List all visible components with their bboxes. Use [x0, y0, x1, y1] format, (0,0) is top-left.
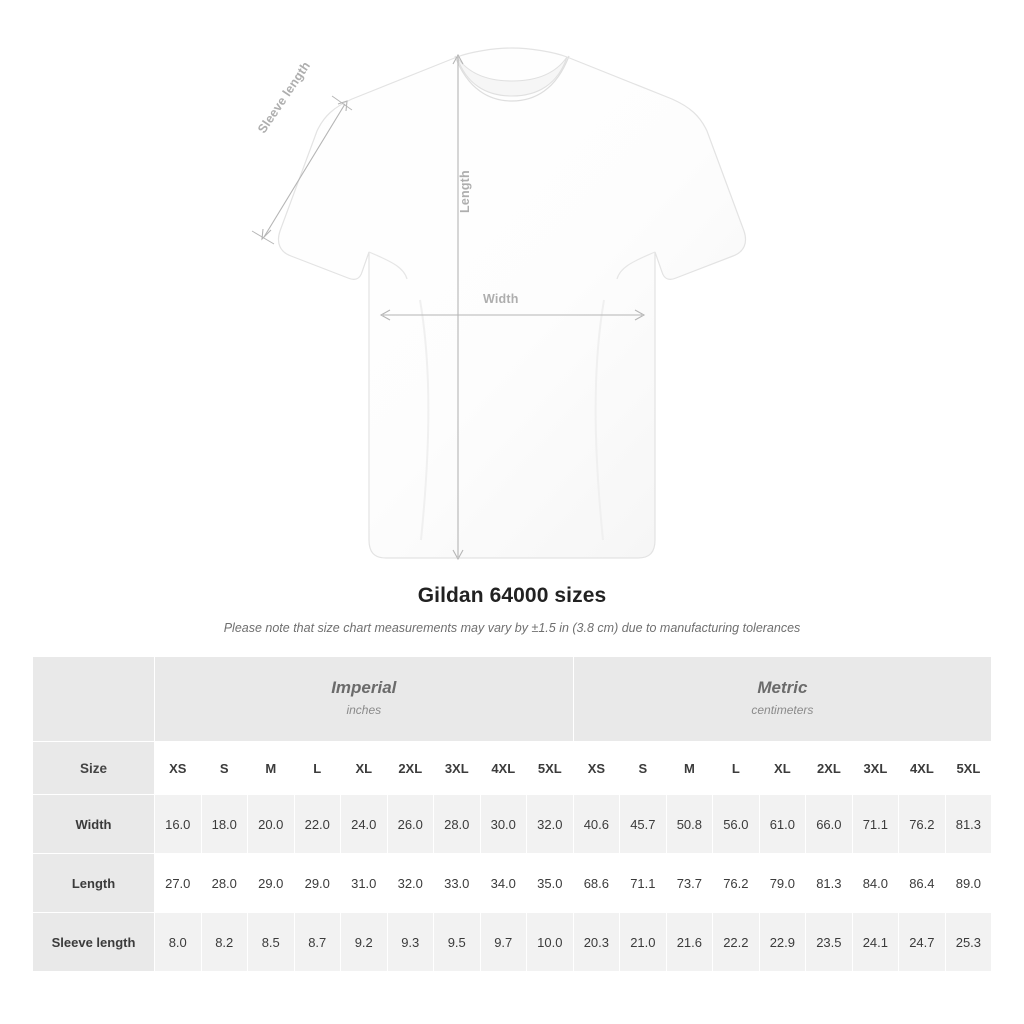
cell-length-metric-xs: 68.6: [573, 854, 620, 913]
metric-group-name: Metric: [757, 677, 808, 697]
cell-sleeve-metric-5xl: 25.3: [945, 913, 992, 972]
cell-sleeve-imperial-5xl: 10.0: [527, 913, 574, 972]
metric-group-header: [573, 657, 992, 742]
cell-length-imperial-s: 28.0: [201, 854, 248, 913]
size-header-metric-2xl: 2XL: [806, 742, 853, 795]
cell-sleeve-metric-4xl: 24.7: [899, 913, 946, 972]
size-header-metric-m: M: [666, 742, 713, 795]
cell-length-metric-4xl: 86.4: [899, 854, 946, 913]
table-corner-cell: [33, 657, 155, 742]
cell-width-metric-l: 56.0: [713, 795, 760, 854]
size-header-imperial-3xl: 3XL: [434, 742, 481, 795]
cell-length-metric-m: 73.7: [666, 854, 713, 913]
cell-sleeve-imperial-2xl: 9.3: [387, 913, 434, 972]
cell-length-imperial-5xl: 35.0: [527, 854, 574, 913]
size-header-row: [33, 742, 992, 795]
size-header-cell: Size: [33, 742, 155, 795]
size-header-metric-l: L: [713, 742, 760, 795]
cell-sleeve-imperial-s: 8.2: [201, 913, 248, 972]
imperial-group-name: Imperial: [331, 677, 397, 697]
cell-length-metric-s: 71.1: [620, 854, 667, 913]
size-header-imperial-2xl: 2XL: [387, 742, 434, 795]
cell-length-metric-xl: 79.0: [759, 854, 806, 913]
cell-sleeve-metric-xs: 20.3: [573, 913, 620, 972]
cell-width-imperial-l: 22.0: [294, 795, 341, 854]
cell-sleeve-imperial-xl: 9.2: [341, 913, 388, 972]
cell-sleeve-imperial-4xl: 9.7: [480, 913, 527, 972]
table-row: [33, 913, 992, 972]
cell-sleeve-metric-3xl: 24.1: [852, 913, 899, 972]
cell-width-imperial-xs: 16.0: [155, 795, 202, 854]
page-title: Gildan 64000 sizes: [417, 584, 607, 607]
cell-length-metric-3xl: 84.0: [852, 854, 899, 913]
cell-width-metric-3xl: 71.1: [852, 795, 899, 854]
size-header-imperial-xl: XL: [341, 742, 388, 795]
cell-sleeve-metric-s: 21.0: [620, 913, 667, 972]
imperial-group-unit: inches: [346, 703, 382, 718]
cell-sleeve-imperial-l: 8.7: [294, 913, 341, 972]
unit-group-row: [33, 657, 992, 742]
table-row: [33, 854, 992, 913]
cell-width-imperial-4xl: 30.0: [480, 795, 527, 854]
size-table-wrapper: [32, 656, 992, 972]
cell-sleeve-metric-2xl: 23.5: [806, 913, 853, 972]
cell-length-metric-2xl: 81.3: [806, 854, 853, 913]
cell-width-metric-xl: 61.0: [759, 795, 806, 854]
cell-width-metric-m: 50.8: [666, 795, 713, 854]
cell-length-imperial-4xl: 34.0: [480, 854, 527, 913]
cell-width-imperial-s: 18.0: [201, 795, 248, 854]
cell-length-imperial-m: 29.0: [248, 854, 295, 913]
size-header-metric-s: S: [620, 742, 667, 795]
metric-group-unit: centimeters: [751, 703, 814, 718]
tolerance-note: Please note that size chart measurements may vary by ±1.5 in (3.8 cm) due to manufacturing tolerances: [223, 621, 801, 635]
length-label: Length: [458, 170, 472, 213]
row-label-length: Length: [33, 854, 155, 913]
cell-length-imperial-xs: 27.0: [155, 854, 202, 913]
size-header-imperial-5xl: 5XL: [527, 742, 574, 795]
cell-length-imperial-3xl: 33.0: [434, 854, 481, 913]
title-block: [0, 584, 1024, 635]
size-header-imperial-m: M: [248, 742, 295, 795]
size-header-imperial-4xl: 4XL: [480, 742, 527, 795]
imperial-group-header: [155, 657, 574, 742]
size-table: [32, 656, 992, 972]
cell-sleeve-metric-m: 21.6: [666, 913, 713, 972]
size-header-metric-xs: XS: [573, 742, 620, 795]
cell-sleeve-imperial-m: 8.5: [248, 913, 295, 972]
row-label-width: Width: [33, 795, 155, 854]
size-header-metric-3xl: 3XL: [852, 742, 899, 795]
cell-sleeve-imperial-3xl: 9.5: [434, 913, 481, 972]
cell-width-metric-5xl: 81.3: [945, 795, 992, 854]
row-label-sleeve-length: Sleeve length: [33, 913, 155, 972]
width-label: Width: [483, 292, 519, 306]
size-header-imperial-l: L: [294, 742, 341, 795]
cell-width-metric-4xl: 76.2: [899, 795, 946, 854]
size-header-metric-xl: XL: [759, 742, 806, 795]
size-header-metric-4xl: 4XL: [899, 742, 946, 795]
cell-length-metric-l: 76.2: [713, 854, 760, 913]
cell-length-imperial-l: 29.0: [294, 854, 341, 913]
size-header-imperial-xs: XS: [155, 742, 202, 795]
cell-width-metric-xs: 40.6: [573, 795, 620, 854]
size-header-metric-5xl: 5XL: [945, 742, 992, 795]
cell-sleeve-metric-l: 22.2: [713, 913, 760, 972]
cell-length-metric-5xl: 89.0: [945, 854, 992, 913]
table-row: [33, 795, 992, 854]
cell-width-imperial-2xl: 26.0: [387, 795, 434, 854]
size-header-imperial-s: S: [201, 742, 248, 795]
cell-length-imperial-2xl: 32.0: [387, 854, 434, 913]
cell-sleeve-imperial-xs: 8.0: [155, 913, 202, 972]
cell-width-metric-2xl: 66.0: [806, 795, 853, 854]
sleeve-length-label: Sleeve length: [255, 59, 314, 136]
cell-width-imperial-5xl: 32.0: [527, 795, 574, 854]
cell-width-imperial-3xl: 28.0: [434, 795, 481, 854]
cell-length-imperial-xl: 31.0: [341, 854, 388, 913]
cell-width-imperial-xl: 24.0: [341, 795, 388, 854]
cell-width-imperial-m: 20.0: [248, 795, 295, 854]
cell-width-metric-s: 45.7: [620, 795, 667, 854]
cell-sleeve-metric-xl: 22.9: [759, 913, 806, 972]
